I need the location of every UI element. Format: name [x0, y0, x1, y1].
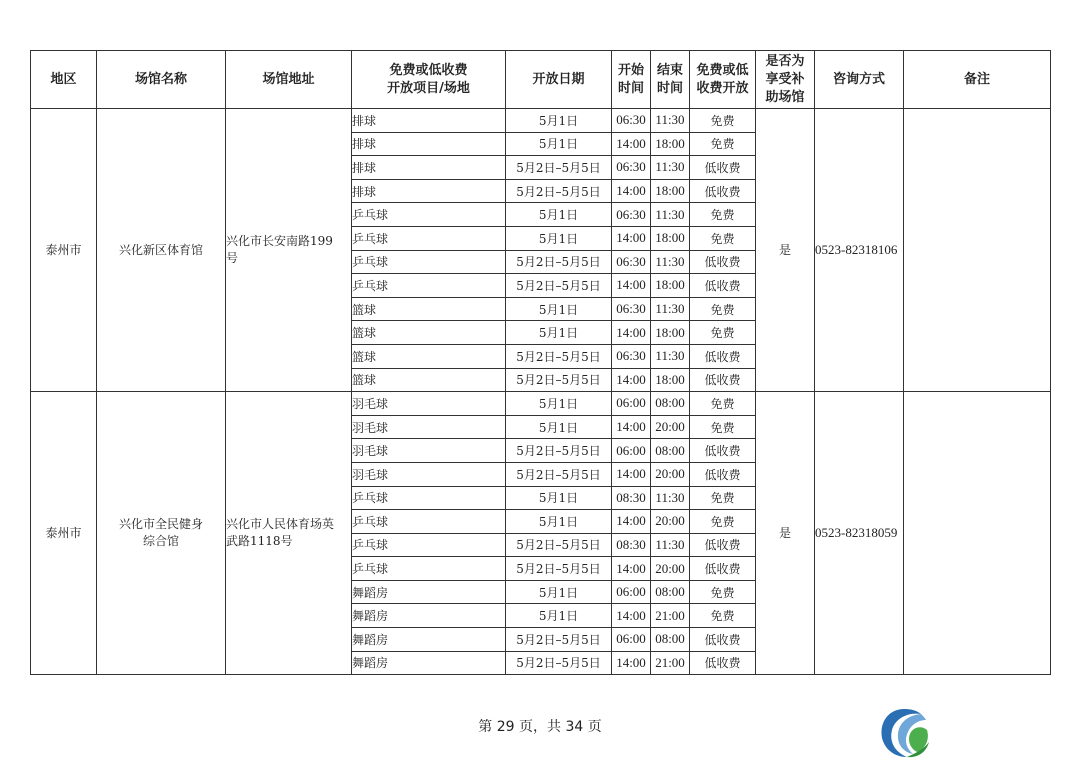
open-item-cell: 排球: [352, 179, 506, 203]
fee-type-cell: 低收费: [690, 250, 756, 274]
fee-type-cell: 低收费: [690, 462, 756, 486]
start-time-cell: 06:30: [612, 344, 651, 368]
open-item-cell: 乒乓球: [352, 533, 506, 557]
contact-cell: 0523-82318106: [815, 109, 904, 392]
open-item-cell: 羽毛球: [352, 439, 506, 463]
open-date-cell: 5月1日: [506, 109, 612, 133]
start-time-cell: 14:00: [612, 604, 651, 628]
open-item-cell: 乒乓球: [352, 486, 506, 510]
start-time-cell: 14:00: [612, 415, 651, 439]
open-item-cell: 乒乓球: [352, 226, 506, 250]
fee-type-cell: 免费: [690, 486, 756, 510]
header-open-item: 免费或低收费 开放项目/场地: [352, 51, 506, 109]
start-time-cell: 06:30: [612, 109, 651, 133]
end-time-cell: 08:00: [651, 439, 690, 463]
start-time-cell: 14:00: [612, 510, 651, 534]
end-time-cell: 11:30: [651, 109, 690, 133]
fee-type-cell: 低收费: [690, 344, 756, 368]
fee-type-cell: 低收费: [690, 368, 756, 392]
start-time-cell: 06:30: [612, 250, 651, 274]
header-subsidized: 是否为 享受补 助场馆: [756, 51, 815, 109]
open-date-cell: 5月1日: [506, 580, 612, 604]
start-time-cell: 14:00: [612, 557, 651, 581]
end-time-cell: 08:00: [651, 580, 690, 604]
open-date-cell: 5月2日–5月5日: [506, 628, 612, 652]
end-time-cell: 20:00: [651, 462, 690, 486]
open-date-cell: 5月1日: [506, 321, 612, 345]
start-time-cell: 14:00: [612, 462, 651, 486]
start-time-cell: 06:00: [612, 628, 651, 652]
open-item-cell: 篮球: [352, 368, 506, 392]
end-time-cell: 18:00: [651, 226, 690, 250]
end-time-cell: 18:00: [651, 274, 690, 298]
start-time-cell: 06:00: [612, 392, 651, 416]
open-item-cell: 乒乓球: [352, 250, 506, 274]
open-item-cell: 排球: [352, 156, 506, 180]
end-time-cell: 11:30: [651, 533, 690, 557]
header-open-date: 开放日期: [506, 51, 612, 109]
open-date-cell: 5月2日–5月5日: [506, 274, 612, 298]
end-time-cell: 20:00: [651, 510, 690, 534]
open-date-cell: 5月1日: [506, 392, 612, 416]
fee-type-cell: 免费: [690, 392, 756, 416]
open-item-cell: 乒乓球: [352, 510, 506, 534]
open-date-cell: 5月2日–5月5日: [506, 368, 612, 392]
fee-type-cell: 免费: [690, 510, 756, 534]
open-date-cell: 5月2日–5月5日: [506, 250, 612, 274]
start-time-cell: 06:00: [612, 439, 651, 463]
open-item-cell: 篮球: [352, 321, 506, 345]
open-item-cell: 羽毛球: [352, 415, 506, 439]
fee-type-cell: 低收费: [690, 651, 756, 675]
fee-type-cell: 免费: [690, 580, 756, 604]
end-time-cell: 18:00: [651, 368, 690, 392]
open-item-cell: 排球: [352, 132, 506, 156]
end-time-cell: 18:00: [651, 321, 690, 345]
venue-address-cell: 兴化市长安南路199 号: [226, 109, 352, 392]
open-item-cell: 舞蹈房: [352, 580, 506, 604]
fee-type-cell: 低收费: [690, 439, 756, 463]
start-time-cell: 14:00: [612, 179, 651, 203]
header-venue-address: 场馆地址: [226, 51, 352, 109]
start-time-cell: 08:30: [612, 533, 651, 557]
venue-name-cell: 兴化市全民健身 综合馆: [97, 392, 226, 675]
start-time-cell: 14:00: [612, 226, 651, 250]
page-number: 第 29 页，共 34 页: [478, 719, 602, 735]
start-time-cell: 06:30: [612, 203, 651, 227]
open-date-cell: 5月1日: [506, 486, 612, 510]
contact-cell: 0523-82318059: [815, 392, 904, 675]
start-time-cell: 14:00: [612, 368, 651, 392]
open-date-cell: 5月2日–5月5日: [506, 179, 612, 203]
fee-type-cell: 免费: [690, 415, 756, 439]
region-cell: 泰州市: [31, 392, 97, 675]
fee-type-cell: 免费: [690, 226, 756, 250]
open-date-cell: 5月2日–5月5日: [506, 651, 612, 675]
fee-type-cell: 低收费: [690, 557, 756, 581]
table-header-row: [31, 51, 1051, 109]
end-time-cell: 20:00: [651, 557, 690, 581]
fee-type-cell: 低收费: [690, 628, 756, 652]
start-time-cell: 14:00: [612, 132, 651, 156]
open-item-cell: 乒乓球: [352, 557, 506, 581]
venue-name-cell: 兴化新区体育馆: [97, 109, 226, 392]
venue-address-cell: 兴化市人民体育场英 武路1118号: [226, 392, 352, 675]
header-note: 备注: [904, 51, 1051, 109]
table-row: [31, 392, 1051, 416]
fee-type-cell: 低收费: [690, 179, 756, 203]
venue-schedule-table: [30, 50, 1051, 675]
end-time-cell: 08:00: [651, 628, 690, 652]
start-time-cell: 14:00: [612, 274, 651, 298]
start-time-cell: 06:00: [612, 580, 651, 604]
end-time-cell: 11:30: [651, 344, 690, 368]
end-time-cell: 11:30: [651, 203, 690, 227]
fee-type-cell: 免费: [690, 297, 756, 321]
end-time-cell: 11:30: [651, 297, 690, 321]
header-contact: 咨询方式: [815, 51, 904, 109]
open-item-cell: 乒乓球: [352, 203, 506, 227]
subsidized-cell: 是: [756, 109, 815, 392]
end-time-cell: 21:00: [651, 651, 690, 675]
open-date-cell: 5月2日–5月5日: [506, 439, 612, 463]
open-item-cell: 舞蹈房: [352, 628, 506, 652]
fee-type-cell: 免费: [690, 321, 756, 345]
start-time-cell: 06:30: [612, 297, 651, 321]
end-time-cell: 18:00: [651, 179, 690, 203]
header-fee-type: 免费或低 收费开放: [690, 51, 756, 109]
fee-type-cell: 低收费: [690, 156, 756, 180]
open-date-cell: 5月1日: [506, 132, 612, 156]
open-item-cell: 乒乓球: [352, 274, 506, 298]
fee-type-cell: 免费: [690, 604, 756, 628]
fee-type-cell: 低收费: [690, 533, 756, 557]
open-date-cell: 5月1日: [506, 604, 612, 628]
header-venue-name: 场馆名称: [97, 51, 226, 109]
end-time-cell: 11:30: [651, 486, 690, 510]
start-time-cell: 06:30: [612, 156, 651, 180]
region-cell: 泰州市: [31, 109, 97, 392]
header-end-time: 结束 时间: [651, 51, 690, 109]
open-date-cell: 5月1日: [506, 297, 612, 321]
note-cell: [904, 392, 1051, 675]
note-cell: [904, 109, 1051, 392]
start-time-cell: 14:00: [612, 651, 651, 675]
table-body: [31, 109, 1051, 675]
table-row: [31, 109, 1051, 133]
open-item-cell: 羽毛球: [352, 462, 506, 486]
open-date-cell: 5月1日: [506, 510, 612, 534]
fee-type-cell: 低收费: [690, 274, 756, 298]
open-date-cell: 5月2日–5月5日: [506, 533, 612, 557]
open-item-cell: 舞蹈房: [352, 604, 506, 628]
open-date-cell: 5月1日: [506, 203, 612, 227]
leaf-swirl-logo-icon: [877, 706, 931, 760]
fee-type-cell: 免费: [690, 132, 756, 156]
open-item-cell: 羽毛球: [352, 392, 506, 416]
open-date-cell: 5月2日–5月5日: [506, 156, 612, 180]
end-time-cell: 11:30: [651, 250, 690, 274]
open-date-cell: 5月2日–5月5日: [506, 462, 612, 486]
fee-type-cell: 免费: [690, 203, 756, 227]
open-date-cell: 5月1日: [506, 226, 612, 250]
header-start-time: 开始 时间: [612, 51, 651, 109]
subsidized-cell: 是: [756, 392, 815, 675]
open-date-cell: 5月2日–5月5日: [506, 557, 612, 581]
open-item-cell: 排球: [352, 109, 506, 133]
header-region: 地区: [31, 51, 97, 109]
start-time-cell: 08:30: [612, 486, 651, 510]
end-time-cell: 21:00: [651, 604, 690, 628]
end-time-cell: 08:00: [651, 392, 690, 416]
fee-type-cell: 免费: [690, 109, 756, 133]
open-date-cell: 5月1日: [506, 415, 612, 439]
end-time-cell: 11:30: [651, 156, 690, 180]
end-time-cell: 18:00: [651, 132, 690, 156]
open-item-cell: 篮球: [352, 297, 506, 321]
open-item-cell: 舞蹈房: [352, 651, 506, 675]
start-time-cell: 14:00: [612, 321, 651, 345]
open-date-cell: 5月2日–5月5日: [506, 344, 612, 368]
end-time-cell: 20:00: [651, 415, 690, 439]
open-item-cell: 篮球: [352, 344, 506, 368]
